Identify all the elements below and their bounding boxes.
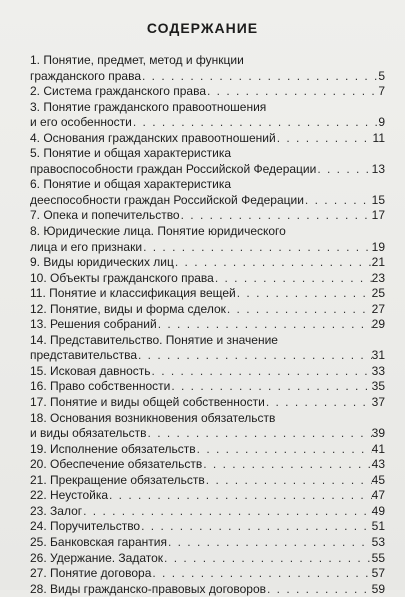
toc-page-number: 33 xyxy=(371,363,385,378)
toc-entry-text: 8. Юридические лица. Понятие юридического xyxy=(30,224,286,239)
toc-page-number: 45 xyxy=(371,472,385,487)
dot-leader xyxy=(140,519,372,535)
toc-page-number: 19 xyxy=(371,239,385,254)
toc-entry-text: дееспособности граждан Российской Федерации xyxy=(30,192,304,207)
dot-leader xyxy=(142,240,372,256)
toc-entry-text: 16. Право собственности xyxy=(30,379,171,394)
toc-entry xyxy=(30,84,385,100)
toc-entry-last-line xyxy=(30,426,385,442)
toc-entry xyxy=(30,224,385,255)
toc-entry-text: 7. Опека и попечительство xyxy=(30,208,180,223)
toc-entry-last-line xyxy=(30,348,385,364)
toc-page-number: 31 xyxy=(371,348,385,363)
toc-entry-text: 26. Удержание. Задаток xyxy=(30,550,164,565)
toc-page-number: 13 xyxy=(371,161,385,176)
toc-page-number: 43 xyxy=(371,457,385,472)
dot-leader xyxy=(205,473,372,489)
toc-entry xyxy=(30,333,385,364)
toc-entry xyxy=(30,286,385,302)
toc-page-number: 37 xyxy=(371,395,385,410)
toc-entry-line xyxy=(30,411,385,427)
toc-entry xyxy=(30,395,385,411)
toc-entry-text: лица и его признаки xyxy=(30,239,143,254)
toc-entry-last-line xyxy=(30,302,385,318)
dot-leader xyxy=(108,488,372,504)
toc-entry-text: 9. Виды юридических лиц xyxy=(30,255,174,270)
toc-entry xyxy=(30,442,385,458)
dot-leader xyxy=(180,208,372,224)
toc-entry-text: гражданского права xyxy=(30,68,141,83)
toc-entry-last-line xyxy=(30,84,385,100)
toc-entry-text: 27. Понятие договора xyxy=(30,566,152,581)
toc-entry xyxy=(30,271,385,287)
toc-entry-line xyxy=(30,333,385,349)
toc-entry xyxy=(30,146,385,177)
toc-entry-last-line xyxy=(30,131,385,147)
toc-entry-text: правоспособности граждан Российской Федерации xyxy=(30,161,317,176)
dot-leader xyxy=(304,193,372,209)
dot-leader xyxy=(236,286,372,302)
toc-page-number: 55 xyxy=(371,550,385,565)
toc-entry-text: 14. Представительство. Понятие и значение xyxy=(30,332,278,347)
toc-entry xyxy=(30,551,385,567)
toc-entry xyxy=(30,379,385,395)
dot-leader xyxy=(82,504,372,520)
toc-entry-text: 19. Исполнение обязательств xyxy=(30,441,196,456)
toc-page-number: 59 xyxy=(371,581,385,596)
toc-entry-text: 2. Система гражданского права xyxy=(30,84,206,99)
toc-entry-last-line xyxy=(30,442,385,458)
toc-page-number: 27 xyxy=(371,301,385,316)
toc-entry-line xyxy=(30,224,385,240)
toc-entry-text: и виды обязательств xyxy=(30,426,147,441)
toc-page-number: 5 xyxy=(378,68,385,83)
toc-entry xyxy=(30,317,385,333)
toc-entry-text: 17. Понятие и виды общей собственности xyxy=(30,395,265,410)
toc-entry-last-line xyxy=(30,271,385,287)
dot-leader xyxy=(137,348,372,364)
dot-leader xyxy=(163,551,372,567)
toc-entry-text: 10. Объекты гражданского права xyxy=(30,270,214,285)
toc-entry xyxy=(30,488,385,504)
toc-entry-text: и его особенности xyxy=(30,115,132,130)
page-title: СОДЕРЖАНИЕ xyxy=(146,20,259,36)
toc-entry xyxy=(30,53,385,84)
dot-leader xyxy=(174,255,372,271)
toc-page-number: 25 xyxy=(371,286,385,301)
dot-leader xyxy=(141,69,378,85)
dot-leader xyxy=(151,566,371,582)
toc-entry xyxy=(30,411,385,442)
toc-entry xyxy=(30,473,385,489)
toc-page-number: 57 xyxy=(371,566,385,581)
toc-page-number: 49 xyxy=(371,503,385,518)
toc-entry xyxy=(30,100,385,131)
dot-leader xyxy=(226,302,372,318)
toc-entry xyxy=(30,302,385,318)
toc-entry-text: 28. Виды гражданско-правовых договоров xyxy=(30,581,266,596)
toc-entry-text: 15. Исковая давность xyxy=(30,363,151,378)
toc-entry-line xyxy=(30,177,385,193)
table-of-contents xyxy=(30,53,385,597)
toc-entry-text: 23. Залог xyxy=(30,503,83,518)
toc-entry xyxy=(30,177,385,208)
toc-entry-text: 11. Понятие и классификация вещей xyxy=(30,286,236,301)
toc-entry xyxy=(30,566,385,582)
dot-leader xyxy=(132,115,378,131)
toc-entry-last-line xyxy=(30,115,385,131)
toc-entry-text: представительства xyxy=(30,348,137,363)
dot-leader xyxy=(276,131,373,147)
toc-page-number: 9 xyxy=(378,115,385,130)
toc-page-number: 15 xyxy=(371,192,385,207)
toc-entry-last-line xyxy=(30,566,385,582)
toc-entry-text: 12. Понятие, виды и форма сделок xyxy=(30,301,226,316)
toc-entry xyxy=(30,535,385,551)
toc-entry-line xyxy=(30,53,385,69)
dot-leader xyxy=(170,379,371,395)
toc-entry-text: 4. Основания гражданских правоотношений xyxy=(30,130,276,145)
toc-entry-line xyxy=(30,146,385,162)
toc-entry-last-line xyxy=(30,395,385,411)
toc-page-number: 29 xyxy=(371,317,385,332)
toc-entry xyxy=(30,504,385,520)
toc-entry-last-line xyxy=(30,193,385,209)
dot-leader xyxy=(202,457,371,473)
toc-page-number: 35 xyxy=(371,379,385,394)
toc-entry xyxy=(30,582,385,597)
dot-leader xyxy=(167,535,372,551)
toc-entry-last-line xyxy=(30,69,385,85)
toc-entry xyxy=(30,457,385,473)
toc-entry-last-line xyxy=(30,364,385,380)
toc-entry-last-line xyxy=(30,208,385,224)
toc-page-number: 39 xyxy=(371,426,385,441)
toc-entry-text: 25. Банковская гарантия xyxy=(30,534,167,549)
toc-entry-text: 20. Обеспечение обязательств xyxy=(30,457,203,472)
toc-page-number: 47 xyxy=(371,488,385,503)
toc-page-number: 11 xyxy=(372,130,385,145)
toc-entry-last-line xyxy=(30,317,385,333)
toc-entry-text: 6. Понятие и общая характеристика xyxy=(30,177,232,192)
toc-entry-last-line xyxy=(30,582,385,597)
toc-entry xyxy=(30,131,385,147)
toc-entry-text: 22. Неустойка xyxy=(30,488,109,503)
dot-leader xyxy=(214,271,372,287)
toc-entry-text: 21. Прекращение обязательств xyxy=(30,472,205,487)
toc-entry-line xyxy=(30,100,385,116)
toc-entry xyxy=(30,364,385,380)
dot-leader xyxy=(266,582,372,597)
toc-entry-last-line xyxy=(30,504,385,520)
toc-page-number: 23 xyxy=(371,270,385,285)
toc-entry xyxy=(30,208,385,224)
toc-entry-last-line xyxy=(30,551,385,567)
toc-page-number: 41 xyxy=(371,441,385,456)
toc-entry-last-line xyxy=(30,162,385,178)
toc-entry-last-line xyxy=(30,457,385,473)
toc-entry-text: 1. Понятие, предмет, метод и функции xyxy=(30,53,244,67)
dot-leader xyxy=(157,317,372,333)
dot-leader xyxy=(147,426,372,442)
toc-entry-text: 18. Основания возникновения обязательств xyxy=(30,410,276,425)
dot-leader xyxy=(265,395,372,411)
toc-page-number: 51 xyxy=(371,519,385,534)
toc-entry xyxy=(30,255,385,271)
toc-entry-last-line xyxy=(30,379,385,395)
toc-entry-last-line xyxy=(30,535,385,551)
toc-entry-last-line xyxy=(30,488,385,504)
toc-entry-last-line xyxy=(30,240,385,256)
toc-entry-text: 3. Понятие гражданского правоотношения xyxy=(30,99,267,114)
toc-page-number: 17 xyxy=(371,208,385,223)
toc-entry-last-line xyxy=(30,473,385,489)
dot-leader xyxy=(316,162,371,178)
toc-page-number: 21 xyxy=(371,255,385,270)
toc-entry-last-line xyxy=(30,519,385,535)
toc-page-number: 53 xyxy=(371,534,385,549)
toc-entry-text: 24. Поручительство xyxy=(30,519,141,534)
toc-entry-text: 13. Решения собраний xyxy=(30,317,157,332)
dot-leader xyxy=(151,364,372,380)
toc-page-number: 7 xyxy=(378,84,385,99)
toc-entry-last-line xyxy=(30,255,385,271)
toc-entry-last-line xyxy=(30,286,385,302)
dot-leader xyxy=(206,84,378,100)
dot-leader xyxy=(196,442,372,458)
toc-entry xyxy=(30,519,385,535)
toc-entry-text: 5. Понятие и общая характеристика xyxy=(30,146,232,161)
